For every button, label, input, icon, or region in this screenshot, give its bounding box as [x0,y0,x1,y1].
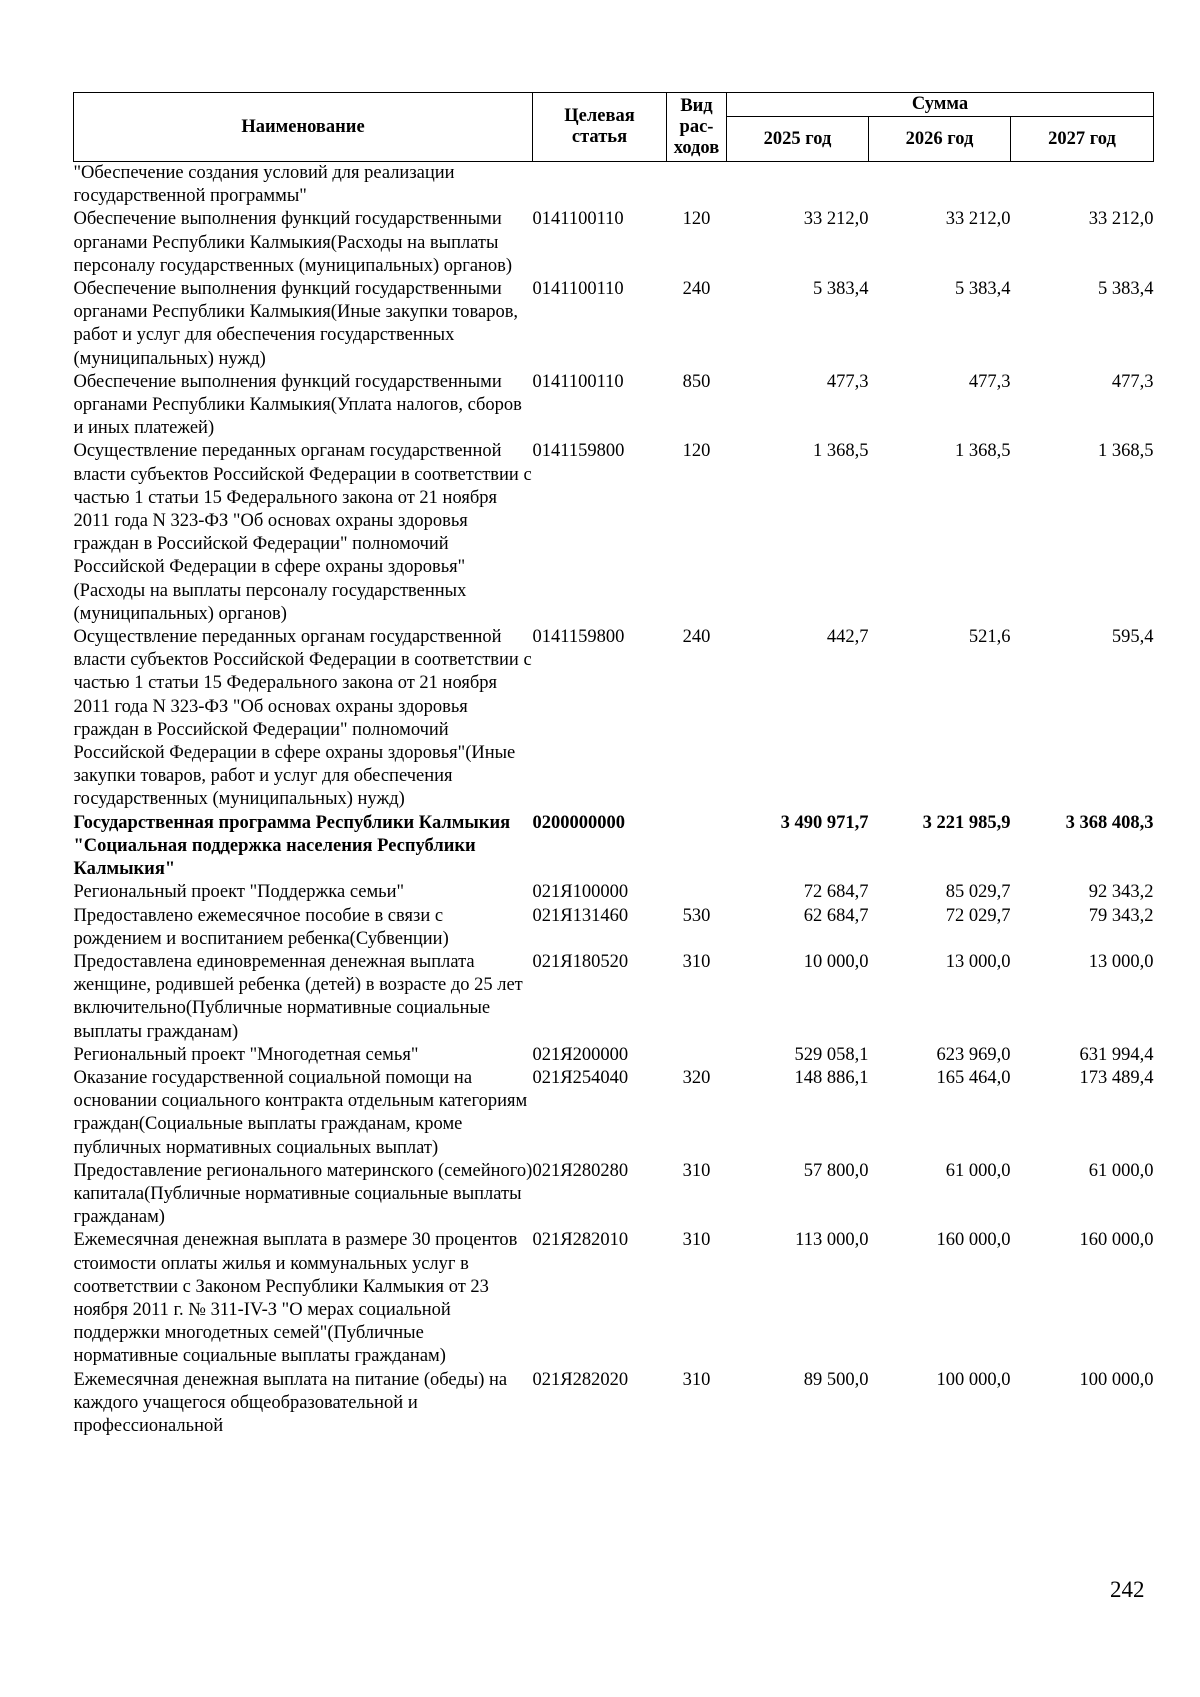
row-expense-kind: 310 [682,1369,711,1390]
row-target-article: 0141100110 [532,371,624,392]
row-target-article: 0200000000 [532,812,625,833]
row-value-2026: 623 969,0 [936,1044,1011,1065]
row-name: Региональный проект "Многодетная семья" [73,1044,419,1065]
row-expense-kind: 320 [682,1067,711,1088]
row-name: "Обеспечение создания условий для реализации государственной программы" [73,163,455,207]
row-value-2025: 1 368,5 [813,441,869,462]
row-expense-kind [667,881,727,904]
row-value-2027: 92 343,2 [1088,882,1154,903]
table-row [74,1229,1154,1368]
row-expense-kind: 530 [682,905,711,926]
row-name: Осуществление переданных органам государственной власти субъектов Российской Федерации в соответствии с частью 1 статьи 15 Федерального закона от 21 ноября 2011 года N 323-ФЗ "Об основах охраны здоровья граждан в Российской Федерации" полномочий Российской Федерации в сфере охраны здоровья"(Расходы на выплаты персоналу государственных (муниципальных) органов) [73,441,532,624]
row-value-2025: 72 684,7 [803,882,869,903]
row-value-2027: 3 368 408,3 [1065,812,1154,833]
table-row [74,440,1154,626]
row-name: Предоставлена единовременная денежная выплата женщине, родившей ребенка (детей) в возрасте до 25 лет включительно(Публичные нормативные социальные выплаты гражданам) [73,951,523,1042]
row-target-article: 021Я131460 [532,905,629,926]
row-expense-kind [667,812,727,882]
row-expense-kind [667,162,727,209]
row-expense-kind: 310 [682,951,711,972]
row-target-article: 0141159800 [532,441,625,462]
row-value-2026: 521,6 [968,627,1011,648]
row-value-2027: 631 994,4 [1079,1044,1154,1065]
row-target-article: 0141159800 [532,627,625,648]
row-target-article: 021Я180520 [532,951,629,972]
row-expense-kind: 850 [682,371,711,392]
row-value-2027: 1 368,5 [1098,441,1154,462]
row-name: Ежемесячная денежная выплата в размере 30 процентов стоимости оплаты жилья и коммунальных услуг в соответствии с Законом Республики Калмыкия от 23 ноября 2011 г. № 311-IV-З "О мерах социальной поддержки многодетных семей"(Публичные нормативные социальные выплаты гражданам) [73,1230,518,1367]
table-row [74,1369,1154,1439]
row-name: Обеспечение выполнения функций государственными органами Республики Калмыкия(Расходы на выплаты персоналу государственных (муниципальных) органов) [73,209,513,276]
row-expense-kind: 310 [682,1160,711,1181]
row-value-2025 [727,162,869,209]
row-expense-kind: 120 [682,209,711,230]
row-value-2025: 89 500,0 [803,1369,869,1390]
row-expense-kind: 240 [682,279,711,300]
row-value-2027: 79 343,2 [1088,905,1154,926]
row-expense-kind: 120 [682,441,711,462]
row-value-2025: 10 000,0 [803,951,869,972]
row-value-2027 [1011,162,1154,209]
page-number: 242 [1110,1577,1145,1602]
row-value-2025: 477,3 [826,371,869,392]
header-year-2025: 2025 год [727,117,869,162]
table-row [74,371,1154,441]
table-row [74,626,1154,812]
header-expense-kind: Вид рас-ходов [667,93,727,162]
row-value-2026: 165 464,0 [936,1067,1011,1088]
header-year-2026: 2026 год [869,117,1011,162]
row-value-2025: 33 212,0 [803,209,869,230]
row-target-article: 021Я282010 [532,1230,629,1251]
row-name: Обеспечение выполнения функций государственными органами Республики Калмыкия(Иные закупки товаров, работ и услуг для обеспечения государственных (муниципальных) нужд) [73,279,519,369]
row-value-2027: 173 489,4 [1079,1067,1154,1088]
row-value-2025: 62 684,7 [803,905,869,926]
row-value-2026: 3 221 985,9 [922,812,1011,833]
table-row [74,1044,1154,1067]
table-body [74,162,1154,1439]
row-name: Оказание государственной социальной помощи на основании социального контракта отдельным категориям граждан(Социальные выплаты гражданам, кроме публичных нормативных социальных выплат) [73,1067,528,1158]
row-name: Региональный проект "Поддержка семьи" [73,882,405,903]
row-name: Обеспечение выполнения функций государственными органами Республики Калмыкия(Уплата налогов, сборов и иных платежей) [73,371,522,439]
table-header [74,93,1154,162]
table-row [74,208,1154,278]
table-row [74,162,1154,209]
row-name: Осуществление переданных органам государственной власти субъектов Российской Федерации в соответствии с частью 1 статьи 15 Федерального закона от 21 ноября 2011 года N 323-ФЗ "Об основах охраны здоровья граждан в Российской Федерации" полномочий Российской Федерации в сфере охраны здоровья"(Иные закупки товаров, работ и услуг для обеспечения государственных (муниципальных) нужд) [73,627,532,810]
row-name: Предоставление регионального материнского (семейного) капитала(Публичные нормативные социальные выплаты гражданам) [73,1160,533,1228]
row-target-article: 021Я200000 [532,1044,629,1065]
row-value-2025: 442,7 [826,627,869,648]
table-row [74,1067,1154,1160]
row-value-2026: 85 029,7 [945,882,1011,903]
header-target-article: Целевая статья [533,93,667,162]
row-value-2026: 1 368,5 [955,441,1011,462]
row-value-2026 [869,162,1011,209]
row-value-2025: 529 058,1 [794,1044,869,1065]
header-year-2027: 2027 год [1011,117,1154,162]
row-value-2025: 5 383,4 [813,279,869,300]
row-expense-kind: 240 [682,627,711,648]
table-row [74,951,1154,1044]
row-value-2026: 477,3 [968,371,1011,392]
row-value-2025: 57 800,0 [803,1160,869,1181]
row-value-2027: 33 212,0 [1088,209,1154,230]
row-name: Предоставлено ежемесячное пособие в связи с рождением и воспитанием ребенка(Субвенции) [73,905,449,949]
row-target-article: 021Я100000 [532,882,629,903]
row-value-2027: 13 000,0 [1088,951,1154,972]
row-target-article: 0141100110 [532,209,624,230]
header-sum: Сумма [727,93,1154,117]
row-target-article [533,162,667,209]
budget-table [73,92,1154,1438]
table-row [74,278,1154,371]
row-value-2026: 100 000,0 [936,1369,1011,1390]
row-value-2025: 113 000,0 [795,1230,869,1251]
row-target-article: 021Я280280 [532,1160,629,1181]
row-value-2026: 13 000,0 [945,951,1011,972]
row-target-article: 0141100110 [532,279,624,300]
table-row [74,881,1154,904]
row-value-2025: 148 886,1 [794,1067,869,1088]
row-value-2026: 61 000,0 [945,1160,1011,1181]
row-name: Ежемесячная денежная выплата на питание (обеды) на каждого учащегося общеобразовательной и профессиональной [73,1369,508,1436]
table-row [74,812,1154,882]
row-expense-kind [667,1044,727,1067]
row-value-2027: 61 000,0 [1088,1160,1154,1181]
row-value-2027: 100 000,0 [1079,1369,1154,1390]
table-row [74,1160,1154,1230]
row-value-2027: 5 383,4 [1098,279,1154,300]
header-name: Наименование [74,93,533,162]
row-expense-kind: 310 [682,1230,711,1251]
row-value-2026: 72 029,7 [945,905,1011,926]
row-name: Государственная программа Республики Калмыкия "Социальная поддержка населения Республики Калмыкия" [73,812,511,880]
row-target-article: 021Я282020 [532,1369,629,1390]
table-row [74,905,1154,951]
row-target-article: 021Я254040 [532,1067,629,1088]
row-value-2027: 160 000,0 [1079,1230,1154,1251]
row-value-2026: 160 000,0 [936,1230,1011,1251]
row-value-2026: 5 383,4 [955,279,1011,300]
row-value-2025: 3 490 971,7 [780,812,869,833]
row-value-2027: 595,4 [1111,627,1154,648]
row-value-2026: 33 212,0 [945,209,1011,230]
row-value-2027: 477,3 [1111,371,1154,392]
